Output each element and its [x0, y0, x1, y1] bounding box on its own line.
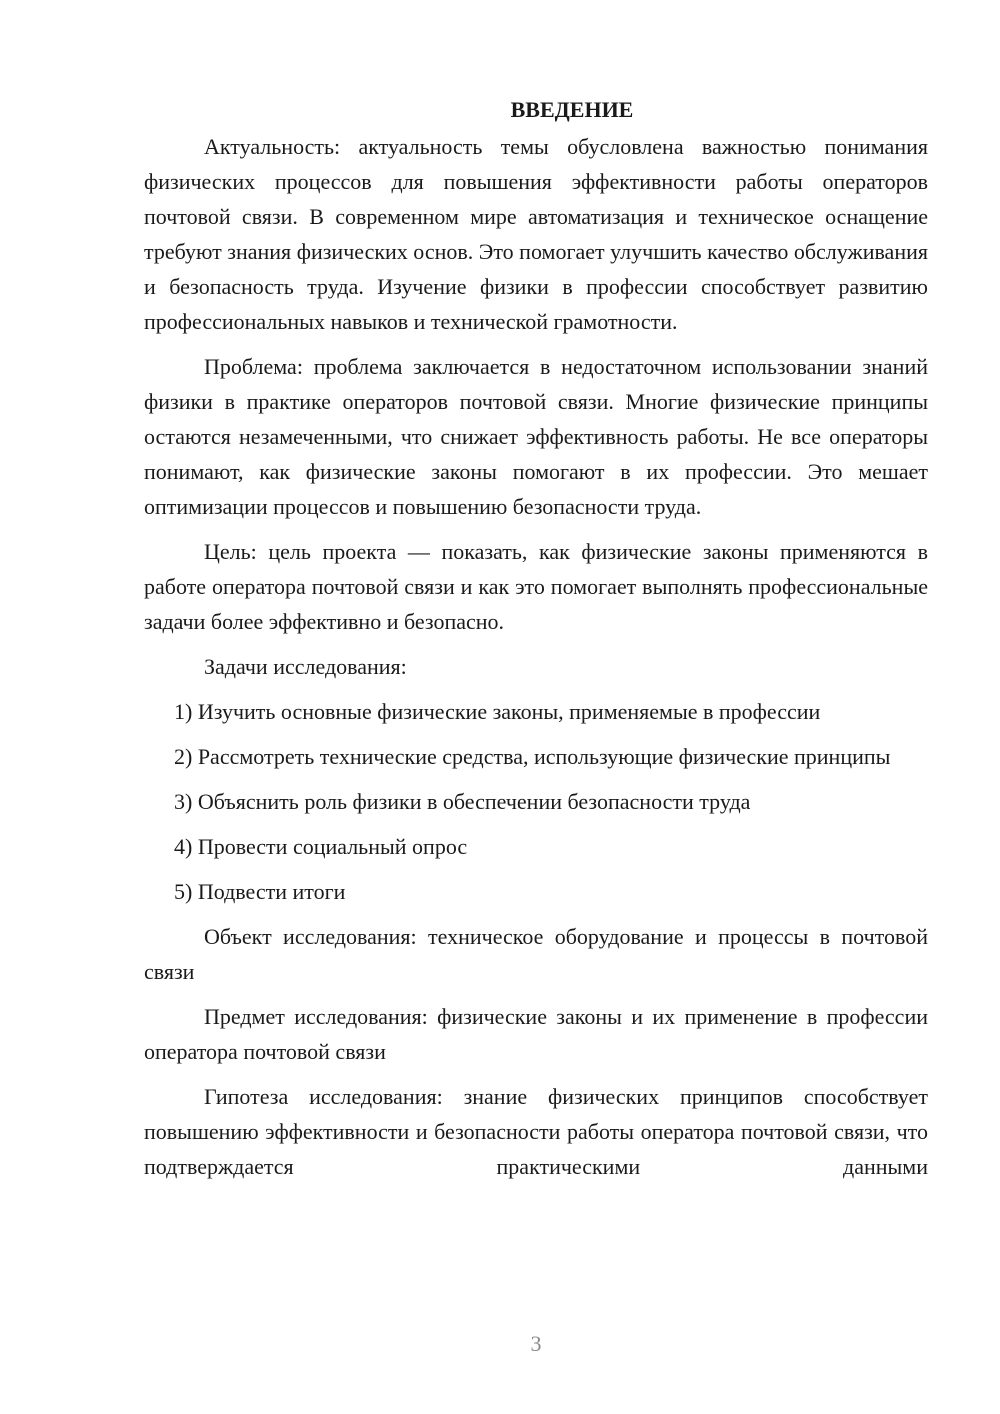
tasks-heading: Задачи исследования:: [204, 654, 407, 679]
problem-paragraph: Проблема: проблема заключается в недостаточном использовании знаний физики в практике операторов почтовой связи. Многие физические принципы остаются незамеченными, что снижает эффективность работы. Не все операторы понимают, как физические законы помогают в их профессии. Это мешает оптимизации процессов и повышению безопасности труда.: [144, 354, 928, 519]
task-item: 2) Рассмотреть технические средства, использующие физические принципы: [174, 744, 891, 769]
task-item: 3) Объяснить роль физики в обеспечении безопасности труда: [174, 789, 751, 814]
page-title: ВВЕДЕНИЕ: [510, 97, 634, 122]
hypothesis-paragraph: Гипотеза исследования: знание физических принципов способствует повышению эффективности и безопасности работы оператора почтовой связи, что подтверждается практическими данными: [144, 1084, 928, 1179]
task-item: 4) Провести социальный опрос: [174, 834, 468, 859]
subject-paragraph: Предмет исследования: физические законы и их применение в профессии оператора почтовой связи: [144, 1004, 928, 1064]
page-number: 3: [530, 1331, 542, 1356]
object-paragraph: Объект исследования: техническое оборудование и процессы в почтовой связи: [144, 924, 928, 984]
task-item: 5) Подвести итоги: [174, 879, 346, 904]
text-column: [144, 92, 928, 1194]
goal-paragraph: Цель: цель проекта — показать, как физические законы применяются в работе оператора почтовой связи и как это помогает выполнять профессиональные задачи более эффективно и безопасно.: [144, 539, 928, 634]
relevance-paragraph: Актуальность: актуальность темы обусловлена важностью понимания физических процессов для повышения эффективности работы операторов почтовой связи. В современном мире автоматизация и техническое оснащение требуют знания физических основ. Это помогает улучшить качество обслуживания и безопасность труда. Изучение физики в профессии способствует развитию профессиональных навыков и технической грамотности.: [144, 134, 928, 334]
task-item: 1) Изучить основные физические законы, применяемые в профессии: [174, 699, 821, 724]
